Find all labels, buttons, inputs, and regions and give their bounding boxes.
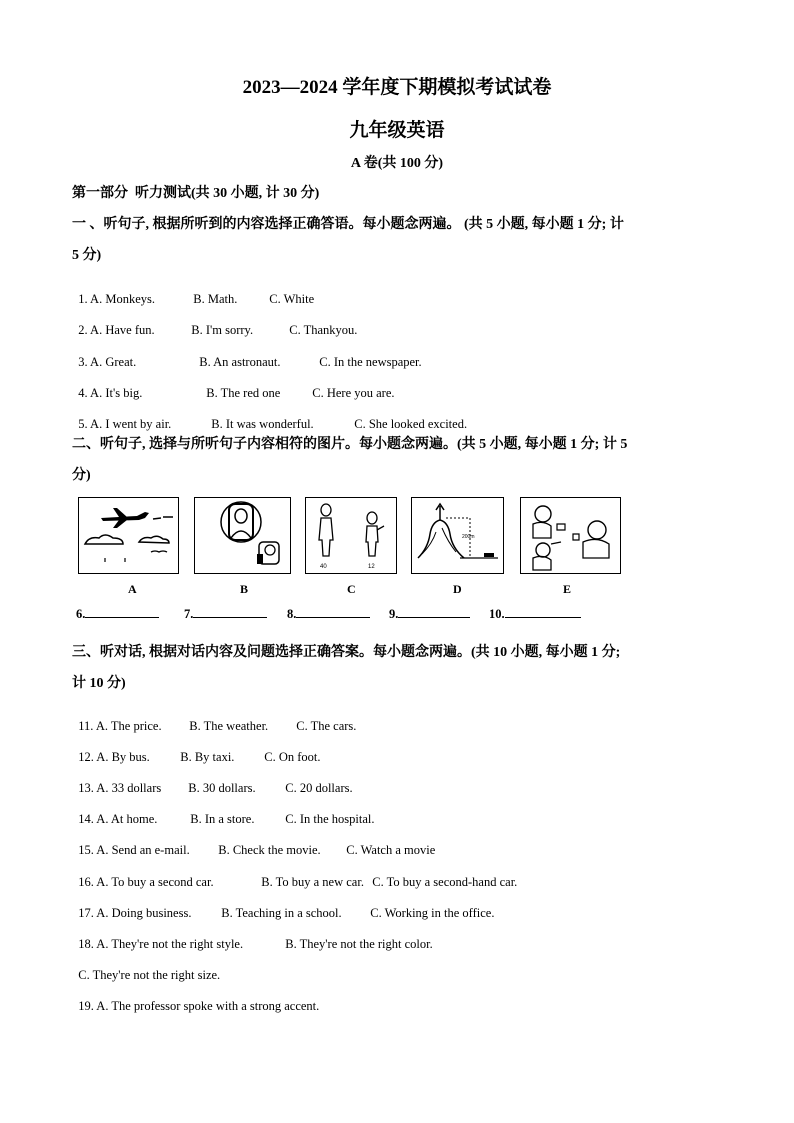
answer-blank-9[interactable]: 9. bbox=[389, 606, 470, 622]
section3-heading-line1: 三、听对话, 根据对话内容及问题选择正确答案。每小题念两遍。(共 10 小题, 每小题 1 分; bbox=[72, 645, 621, 660]
q17-option-b: B. Teaching in a school. bbox=[221, 906, 342, 920]
question-5 bbox=[72, 402, 467, 432]
plane-clouds-illustration bbox=[79, 498, 177, 572]
question-17 bbox=[72, 891, 494, 921]
picture-label-c: C bbox=[347, 582, 356, 596]
q18-option-c: C. They're not the right size. bbox=[78, 968, 221, 982]
picture-e bbox=[520, 497, 621, 574]
question-18-c-line bbox=[72, 953, 220, 983]
question-14 bbox=[72, 797, 374, 827]
q4-option-b: B. The red one bbox=[206, 386, 281, 400]
q3-option-b: B. An astronaut. bbox=[199, 355, 281, 369]
question-13 bbox=[72, 766, 353, 796]
q19-option-a: 19. A. The professor spoke with a strong accent. bbox=[78, 999, 320, 1013]
q4-option-a: 4. A. It's big. bbox=[78, 386, 143, 400]
picture-c bbox=[305, 497, 397, 574]
question-11 bbox=[72, 704, 356, 734]
question-2 bbox=[72, 308, 357, 338]
q16-option-a: 16. A. To buy a second car. bbox=[78, 875, 214, 889]
q17-option-a: 17. A. Doing business. bbox=[78, 906, 192, 920]
q11-option-c: C. The cars. bbox=[296, 719, 357, 733]
q13-option-c: C. 20 dollars. bbox=[285, 781, 353, 795]
picture-label-d: D bbox=[453, 582, 462, 596]
q13-option-b: B. 30 dollars. bbox=[188, 781, 256, 795]
q18-option-a: 18. A. They're not the right style. bbox=[78, 937, 244, 951]
q2-option-c: C. Thankyou. bbox=[289, 323, 358, 337]
question-12 bbox=[72, 735, 321, 765]
question-1 bbox=[72, 277, 314, 307]
section2-heading-line2: 分) bbox=[72, 468, 91, 483]
picture-label-e: E bbox=[563, 582, 572, 596]
q1-option-b: B. Math. bbox=[193, 292, 238, 306]
section2-heading-line1: 二、听句子, 选择与所听句子内容相符的图片。每小题念两遍。(共 5 小题, 每小题 1 分; 计 5 bbox=[72, 437, 628, 452]
q11-option-b: B. The weather. bbox=[189, 719, 269, 733]
q13-option-a: 13. A. 33 dollars bbox=[78, 781, 162, 795]
video-call-illustration bbox=[195, 498, 289, 572]
q3-option-a: 3. A. Great. bbox=[78, 355, 137, 369]
section1-heading-line1: 一 、听句子, 根据所听到的内容选择正确答语。每小题念两遍。 (共 5 小题, 每小题 1 分; 计 bbox=[72, 217, 624, 232]
answer-blank-6[interactable]: 6. bbox=[76, 606, 159, 622]
q5-option-a: 5. A. I went by air. bbox=[78, 417, 172, 431]
q15-option-b: B. Check the movie. bbox=[218, 843, 321, 857]
q12-option-a: 12. A. By bus. bbox=[78, 750, 150, 764]
question-3 bbox=[72, 340, 422, 370]
exam-title: 2023—2024 学年度下期模拟考试试卷 bbox=[242, 77, 552, 98]
q2-option-b: B. I'm sorry. bbox=[191, 323, 254, 337]
q14-option-a: 14. A. At home. bbox=[78, 812, 158, 826]
q11-option-a: 11. A. The price. bbox=[78, 719, 162, 733]
q5-option-c: C. She looked excited. bbox=[354, 417, 468, 431]
mountain-illustration bbox=[412, 498, 502, 572]
people-talking-illustration bbox=[521, 498, 619, 572]
q14-option-b: B. In a store. bbox=[190, 812, 255, 826]
q2-option-a: 2. A. Have fun. bbox=[78, 323, 155, 337]
picture-c-number-right: 12 bbox=[368, 564, 375, 570]
section3-heading-line2: 计 10 分) bbox=[72, 676, 126, 691]
question-4 bbox=[72, 371, 395, 401]
answer-blank-10[interactable]: 10. bbox=[489, 606, 581, 622]
q16-option-c: C. To buy a second-hand car. bbox=[372, 875, 518, 889]
q18-option-b: B. They're not the right color. bbox=[285, 937, 433, 951]
q15-option-c: C. Watch a movie bbox=[346, 843, 436, 857]
q5-option-b: B. It was wonderful. bbox=[211, 417, 314, 431]
exam-subtitle: 九年级英语 bbox=[349, 120, 445, 141]
question-18 bbox=[72, 922, 433, 952]
picture-d-height-label: 200m bbox=[462, 534, 475, 540]
q3-option-c: C. In the newspaper. bbox=[319, 355, 422, 369]
q15-option-a: 15. A. Send an e-mail. bbox=[78, 843, 190, 857]
picture-a bbox=[78, 497, 179, 574]
q17-option-c: C. Working in the office. bbox=[370, 906, 495, 920]
picture-row bbox=[78, 497, 623, 577]
question-15 bbox=[72, 828, 435, 858]
picture-label-b: B bbox=[240, 582, 249, 596]
picture-b bbox=[194, 497, 291, 574]
two-people-illustration bbox=[306, 498, 395, 572]
q12-option-c: C. On foot. bbox=[264, 750, 321, 764]
q4-option-c: C. Here you are. bbox=[312, 386, 395, 400]
q12-option-b: B. By taxi. bbox=[180, 750, 235, 764]
q14-option-c: C. In the hospital. bbox=[285, 812, 375, 826]
question-19 bbox=[72, 984, 319, 1014]
question-16 bbox=[72, 860, 517, 890]
paper-a-label: A 卷(共 100 分) bbox=[350, 156, 444, 171]
picture-d bbox=[411, 497, 504, 574]
q16-option-b: B. To buy a new car. bbox=[261, 875, 364, 889]
section1-heading-line2: 5 分) bbox=[72, 248, 102, 263]
answer-blank-8[interactable]: 8. bbox=[287, 606, 370, 622]
q1-option-a: 1. A. Monkeys. bbox=[78, 292, 155, 306]
picture-c-number-left: 40 bbox=[320, 564, 327, 570]
picture-label-a: A bbox=[128, 582, 137, 596]
q1-option-c: C. White bbox=[269, 292, 315, 306]
part1-heading: 第一部分 听力测试(共 30 小题, 计 30 分) bbox=[72, 186, 320, 201]
answer-blank-7[interactable]: 7. bbox=[184, 606, 267, 622]
